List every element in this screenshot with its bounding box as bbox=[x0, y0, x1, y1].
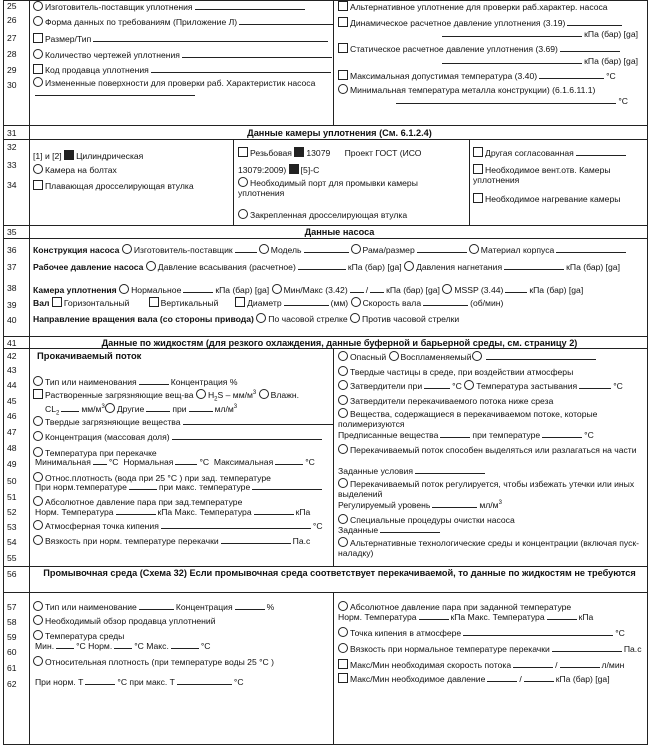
field-pump-temp[interactable]: Температура при перекачке bbox=[33, 447, 157, 458]
checkbox-icon[interactable] bbox=[235, 297, 245, 307]
field-conditions: Заданные условия bbox=[338, 466, 487, 476]
field-dissolved-contaminants[interactable]: Растворенные загрязняющие вещ-ва $H_2S - мм/м^3$ Влажн. bbox=[33, 389, 299, 405]
flush-temp-values[interactable]: Мин. °C Норм. °C Макс. °C bbox=[35, 641, 211, 651]
option-floating-bushing[interactable]: Плавающая дросселирующая втулка bbox=[33, 180, 194, 191]
field-vapor-values[interactable]: Норм. Температура кПа Макс. Температура кПа bbox=[35, 507, 311, 517]
row-divider bbox=[3, 125, 648, 126]
row-number: 43 bbox=[7, 365, 17, 375]
field-regulated-level: Регулируемый уровень $мл/м^3$ bbox=[338, 500, 502, 510]
radio-icon[interactable] bbox=[472, 351, 482, 361]
row-number: 51 bbox=[7, 492, 17, 502]
option-other-agreed[interactable]: Другая согласованная bbox=[473, 147, 628, 158]
field-regulated[interactable]: Перекачиваемый поток регулируется, чтобы избежать утечки или иных выделений bbox=[338, 479, 635, 499]
checkbox-icon[interactable] bbox=[473, 164, 483, 174]
radio-icon[interactable] bbox=[196, 389, 206, 399]
field-decompose[interactable]: Перекачиваемый поток способен выделяться или разлагаться на части bbox=[338, 444, 643, 455]
radio-icon[interactable] bbox=[122, 244, 132, 254]
radio-icon[interactable] bbox=[338, 478, 348, 488]
option-cylindrical[interactable]: [1] и [2] Цилиндрическая bbox=[33, 151, 144, 161]
radio-icon[interactable] bbox=[469, 244, 479, 254]
field-min-metal-temp[interactable]: Минимальная температура металла конструкции) (6.1.6.11.1) bbox=[338, 84, 595, 95]
mid-divider bbox=[333, 348, 334, 566]
flush-vapor[interactable]: Абсолютное давление пара при заданной температуре bbox=[338, 601, 571, 612]
radio-icon[interactable] bbox=[33, 472, 43, 482]
radio-icon[interactable] bbox=[238, 209, 248, 219]
field-relative-density[interactable]: Относ.плотность (вода при 25 °C ) при зад. температуре bbox=[33, 472, 271, 483]
flush-pressure[interactable]: Макс/Мин необходимое давление / кПа (бар) [ga] bbox=[338, 673, 610, 684]
checkbox-icon[interactable] bbox=[52, 297, 62, 307]
field-polymerize[interactable]: Вещества, содержащиеся в перекачиваемом потоке, которые полимеризуются bbox=[338, 409, 598, 429]
flush-vapor-values[interactable]: Норм. Температура кПа Макс. Температура кПа bbox=[338, 612, 594, 622]
checkbox-checked-icon[interactable] bbox=[294, 147, 304, 157]
col-divider bbox=[469, 139, 470, 225]
row-number: 61 bbox=[7, 663, 17, 673]
field-modified-surfaces[interactable]: Измененные поверхности для проверки раб. Характеристик насоса bbox=[33, 77, 323, 98]
row-number: 25 bbox=[7, 1, 17, 11]
row-number: 34 bbox=[7, 180, 17, 190]
field-hazardous[interactable]: Опасный Воспламеняемый bbox=[338, 351, 598, 362]
option-vent[interactable]: Необходимое вент.отв. Камеры уплотнения bbox=[473, 165, 611, 185]
row-number: 55 bbox=[7, 553, 17, 563]
radio-icon[interactable] bbox=[105, 403, 115, 413]
row-number: 42 bbox=[7, 351, 17, 361]
row-number: 45 bbox=[7, 396, 17, 406]
pump-pressure-row: Рабочее давление насоса Давление всасывания (расчетное) кПа (бар) [ga] Давления нагнетания кПа (бар) [ga] bbox=[33, 262, 620, 272]
row-number: 58 bbox=[7, 617, 17, 627]
row-divider bbox=[3, 225, 648, 226]
row-number: 46 bbox=[7, 411, 17, 421]
radio-icon[interactable] bbox=[33, 496, 43, 506]
field-boiling-point[interactable]: Атмосферная точка кипения °C bbox=[33, 520, 323, 531]
field-solid-particles[interactable]: Твердые частицы в среде, при воздействии атмосферы bbox=[338, 366, 573, 377]
radio-icon[interactable] bbox=[338, 627, 348, 637]
row-divider bbox=[3, 566, 648, 567]
number-column-divider bbox=[29, 0, 30, 745]
radio-icon[interactable] bbox=[338, 84, 348, 94]
radio-icon[interactable] bbox=[351, 244, 361, 254]
radio-icon[interactable] bbox=[33, 77, 43, 87]
field-static-pressure[interactable]: Статическое расчетное давление уплотнения (3.69) bbox=[338, 43, 622, 54]
row-number: 30 bbox=[7, 80, 17, 90]
field-temp-values[interactable]: Минимальная °C Нормальная °C Максимальная °C bbox=[35, 457, 315, 467]
checkbox-icon[interactable] bbox=[33, 64, 43, 74]
field-cl2[interactable]: $CL_2$ $мм/м^3$ Другие при $мл/м^3$ bbox=[45, 404, 238, 417]
row-number: 41 bbox=[7, 338, 17, 348]
pump-construction-row: Конструкция насоса Изготовитель-поставщик Модель Рама/размер Материал корпуса bbox=[33, 244, 628, 255]
radio-icon[interactable] bbox=[33, 447, 43, 457]
row-number: 27 bbox=[7, 33, 17, 43]
row-number: 62 bbox=[7, 679, 17, 689]
radio-icon[interactable] bbox=[338, 444, 348, 454]
checkbox-icon[interactable] bbox=[473, 147, 483, 157]
field-drawing-count[interactable]: Количество чертежей уплотнения bbox=[33, 49, 334, 60]
row-number: 52 bbox=[7, 507, 17, 517]
field-hardeners[interactable]: Затвердители при °C Температура застывания °C bbox=[338, 380, 623, 391]
radio-icon[interactable] bbox=[338, 601, 348, 611]
section-title: Данные камеры уплотнения (См. 6.1.2.4) bbox=[247, 128, 432, 138]
radio-icon[interactable] bbox=[33, 1, 43, 11]
radio-icon[interactable] bbox=[350, 313, 360, 323]
radio-icon[interactable] bbox=[338, 351, 348, 361]
field-seal-supplier[interactable]: Изготовитель-поставщик уплотнения bbox=[33, 1, 307, 12]
field-alt-seal[interactable]: Альтернативное уплотнение для проверки раб.характер. насоса bbox=[338, 1, 608, 12]
row-number: 54 bbox=[7, 537, 17, 547]
radio-icon[interactable] bbox=[119, 284, 129, 294]
flush-density-values[interactable]: При норм. Т °C при макс. Т °C bbox=[35, 677, 244, 687]
radio-icon[interactable] bbox=[442, 284, 452, 294]
flush-boiling[interactable]: Точка кипения в атмосфере °C bbox=[338, 627, 625, 638]
option-threaded[interactable]: Резьбовая 13079 Проект ГОСТ (ИСО bbox=[238, 147, 421, 158]
radio-icon[interactable] bbox=[33, 16, 43, 26]
unit-label: кПа (бар) [ga] bbox=[338, 56, 638, 66]
row-number: 40 bbox=[7, 315, 17, 325]
field-alt-media[interactable]: Альтернативные технологические среды и концентрации (включая пуск-наладку) bbox=[338, 538, 640, 558]
radio-icon[interactable] bbox=[351, 297, 361, 307]
radio-icon[interactable] bbox=[338, 395, 348, 405]
option-bolted-chamber[interactable]: Камера на болтах bbox=[33, 164, 117, 175]
checkbox-icon[interactable] bbox=[338, 1, 348, 11]
field-size-type[interactable]: Размер/Тип bbox=[33, 33, 330, 44]
row-divider bbox=[3, 139, 648, 140]
field-prescribed: Предписанные вещества при температуре °C bbox=[338, 430, 594, 440]
radio-icon[interactable] bbox=[338, 380, 348, 390]
field-dynamic-pressure[interactable]: Динамическое расчетное давление уплотнения (3.19) bbox=[338, 17, 624, 28]
radio-icon[interactable] bbox=[33, 601, 43, 611]
checkbox-icon[interactable] bbox=[149, 297, 159, 307]
row-number: 60 bbox=[7, 647, 17, 657]
radio-icon[interactable] bbox=[338, 408, 348, 418]
row-number: 26 bbox=[7, 15, 17, 25]
row-divider bbox=[3, 238, 648, 239]
radio-icon[interactable] bbox=[33, 416, 43, 426]
checkbox-icon[interactable] bbox=[338, 43, 348, 53]
radio-icon[interactable] bbox=[338, 643, 348, 653]
field-cleaning[interactable]: Специальные процедуры очистки насоса bbox=[338, 514, 515, 525]
section-title: Промывочная среда (Схема 32) Если промывочная среда соответствует перекачиваемой, то данные по жидкостям не требуются bbox=[43, 568, 636, 578]
row-divider bbox=[3, 348, 648, 349]
checkbox-icon[interactable] bbox=[338, 70, 348, 80]
col-divider bbox=[233, 139, 234, 225]
unit-label: кПа (бар) [ga] bbox=[338, 29, 638, 39]
checkbox-icon[interactable] bbox=[33, 33, 43, 43]
left-border bbox=[3, 0, 4, 745]
field-data-form[interactable]: Форма данных по требованиям (Приложение Л) bbox=[33, 16, 336, 27]
row-divider bbox=[3, 336, 648, 337]
row-number: 35 bbox=[7, 227, 17, 237]
row-number: 47 bbox=[7, 427, 17, 437]
row-number: 59 bbox=[7, 632, 17, 642]
right-border bbox=[647, 0, 648, 745]
row-number: 29 bbox=[7, 65, 17, 75]
flush-review[interactable]: Необходимый обзор продавца уплотнений bbox=[33, 615, 216, 626]
unit-label: °C bbox=[338, 96, 628, 106]
row-number: 50 bbox=[7, 476, 17, 486]
radio-icon[interactable] bbox=[338, 514, 348, 524]
row-number: 37 bbox=[7, 262, 17, 272]
radio-icon[interactable] bbox=[256, 313, 266, 323]
radio-icon[interactable] bbox=[33, 164, 43, 174]
row-number: 57 bbox=[7, 602, 17, 612]
radio-icon[interactable] bbox=[33, 630, 43, 640]
radio-icon[interactable] bbox=[33, 49, 43, 59]
flush-temp[interactable]: Температура среды bbox=[33, 630, 124, 641]
option-fixed-bushing[interactable]: Закрепленная дросселирующая втулка bbox=[238, 209, 407, 220]
radio-icon[interactable] bbox=[338, 366, 348, 376]
radio-icon[interactable] bbox=[338, 537, 348, 547]
top-border bbox=[3, 0, 648, 1]
field-concentration[interactable]: Концентрация (массовая доля) bbox=[33, 431, 324, 442]
radio-icon[interactable] bbox=[259, 389, 269, 399]
flush-viscosity[interactable]: Вязкость при нормальное температуре перекачки Па.с bbox=[338, 643, 642, 654]
field-viscosity[interactable]: Вязкость при норм. температуре перекачки Па.с bbox=[33, 535, 310, 546]
flush-density[interactable]: Относительная плотность (при температуре воды 25 °C ) bbox=[33, 656, 274, 667]
checkbox-icon[interactable] bbox=[33, 180, 43, 190]
checkbox-checked-icon[interactable] bbox=[64, 150, 74, 160]
row-number: 28 bbox=[7, 49, 17, 59]
flush-flow-rate[interactable]: Макс/Мин необходимая скорость потока / л/мин bbox=[338, 659, 624, 670]
pumped-flow-heading: Прокачиваемый поток bbox=[37, 350, 142, 361]
rotation-row: Направление вращения вала (со стороны привода) По часовой стрелке Против часовой стрелки bbox=[33, 314, 460, 324]
row-number: 49 bbox=[7, 459, 17, 469]
row-number: 53 bbox=[7, 522, 17, 532]
mid-divider bbox=[333, 592, 334, 745]
row-number: 39 bbox=[7, 300, 17, 310]
checkbox-icon[interactable] bbox=[338, 17, 348, 27]
row-number: 36 bbox=[7, 245, 17, 255]
radio-icon[interactable] bbox=[389, 351, 399, 361]
field-density-values[interactable]: При норм.температуре при макс. температуре bbox=[35, 482, 324, 492]
form-sheet bbox=[3, 0, 648, 745]
option-standard[interactable]: 13079:2009) [5]-С bbox=[238, 165, 320, 175]
option-heating[interactable]: Необходимое нагревание камеры bbox=[473, 193, 620, 204]
checkbox-icon[interactable] bbox=[238, 147, 248, 157]
field-seal-vendor-code[interactable]: Код продавца уплотнения bbox=[33, 64, 333, 75]
radio-icon[interactable] bbox=[404, 261, 414, 271]
radio-icon[interactable] bbox=[464, 380, 474, 390]
radio-icon[interactable] bbox=[33, 376, 43, 386]
checkbox-icon[interactable] bbox=[338, 673, 348, 683]
checkbox-icon[interactable] bbox=[473, 193, 483, 203]
radio-icon[interactable] bbox=[33, 656, 43, 666]
row-number: 31 bbox=[7, 128, 17, 138]
radio-icon[interactable] bbox=[33, 520, 43, 530]
checkbox-checked-icon[interactable] bbox=[289, 164, 299, 174]
row-number: 48 bbox=[7, 443, 17, 453]
field-vapor-pressure[interactable]: Абсолютное давление пара при зад.температуре bbox=[33, 496, 242, 507]
field-max-temp[interactable]: Максимальная допустимая температура (3.40) °C bbox=[338, 70, 616, 81]
row-divider bbox=[3, 592, 648, 593]
row-number: 33 bbox=[7, 160, 17, 170]
radio-icon[interactable] bbox=[33, 535, 43, 545]
field-specified: Заданные bbox=[338, 525, 442, 535]
field-hardeners-cut[interactable]: Затвердители перекачиваемого потока ниже среза bbox=[338, 395, 553, 406]
radio-icon[interactable] bbox=[238, 177, 248, 187]
row-number: 32 bbox=[7, 142, 17, 152]
section-title: Данные насоса bbox=[304, 227, 375, 237]
field-fluid-type[interactable]: Тип или наименования Концентрация % bbox=[33, 376, 238, 387]
option-flush-port[interactable]: Необходимый порт для промывки камеры уплотнения bbox=[238, 178, 418, 198]
row-number: 44 bbox=[7, 380, 17, 390]
radio-icon[interactable] bbox=[33, 431, 43, 441]
row-number: 38 bbox=[7, 283, 17, 293]
radio-icon[interactable] bbox=[272, 284, 282, 294]
seal-chamber-row: Камера уплотнения Нормальное кПа (бар) [ga] Мин/Макс (3.42) / кПа (бар) [ga] MSSP (3.44) кПа (бар) [ga] bbox=[33, 285, 584, 295]
radio-icon[interactable] bbox=[33, 615, 43, 625]
shaft-row: Вал Горизонтальный Вертикальный Диаметр (мм) Скорость вала (об/мин) bbox=[33, 298, 504, 308]
checkbox-icon[interactable] bbox=[338, 659, 348, 669]
radio-icon[interactable] bbox=[146, 261, 156, 271]
row-number: 56 bbox=[7, 569, 17, 579]
checkbox-icon[interactable] bbox=[33, 389, 43, 399]
radio-icon[interactable] bbox=[259, 244, 269, 254]
field-solid-contaminants[interactable]: Твердые загрязняющие вещества bbox=[33, 416, 335, 427]
section-title: Данные по жидкостям (для резкого охлаждения, данные буферной и барьерной среды, см. страницу 2) bbox=[101, 338, 578, 348]
flush-type[interactable]: Тип или наименование Концентрация % bbox=[33, 601, 274, 612]
